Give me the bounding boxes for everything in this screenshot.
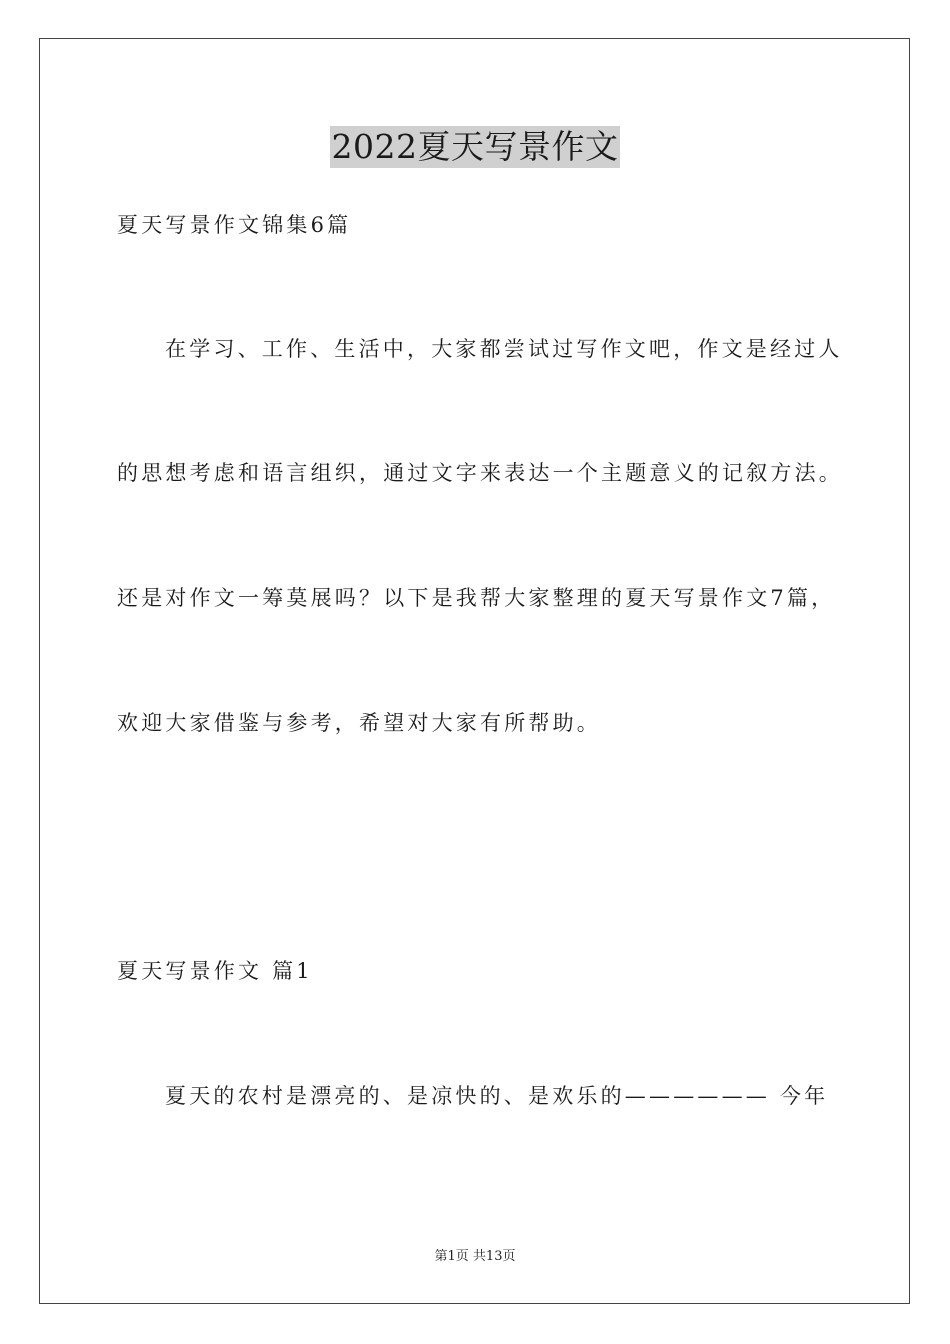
intro-line-2: 的思想考虑和语言组织，通过文字来表达一个主题意义的记叙方法。: [117, 461, 843, 485]
title-container: [0, 126, 950, 168]
document-subtitle: 夏天写景作文锦集6篇: [117, 213, 352, 237]
document-title: 2022夏天写景作文: [331, 127, 619, 166]
page-number-footer: 第1页 共13页: [434, 1249, 516, 1264]
section-first-line: 夏天的农村是漂亮的、是凉快的、是欢乐的—————— 今年: [165, 1084, 829, 1108]
intro-line-1: 在学习、工作、生活中，大家都尝试过写作文吧，作文是经过人: [165, 337, 843, 361]
intro-line-4: 欢迎大家借鉴与参考，希望对大家有所帮助。: [117, 711, 601, 735]
intro-line-3: 还是对作文一筹莫展吗？以下是我帮大家整理的夏天写景作文7篇，: [117, 586, 836, 610]
section-heading: 夏天写景作文 篇1: [117, 959, 313, 983]
